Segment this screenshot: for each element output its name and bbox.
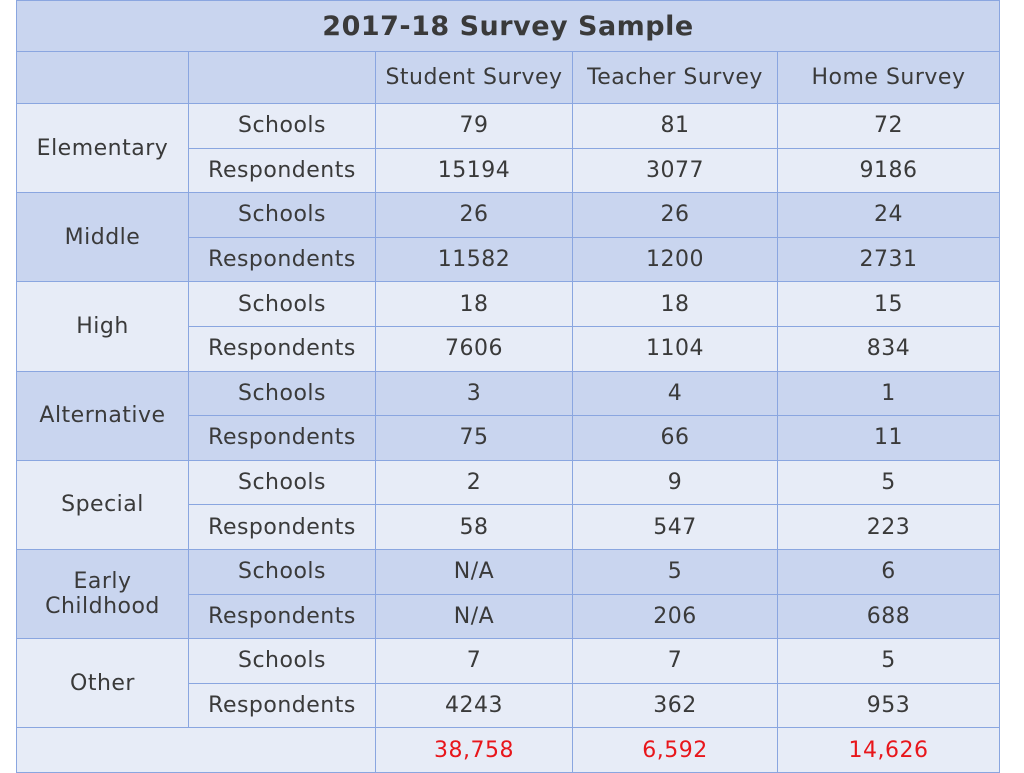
cell-respondents: 688 [778,594,1000,639]
total-cell: 38,758 [376,728,573,773]
empty-total-label-cell [17,728,376,773]
cell-schools: 4 [573,371,778,416]
group-label-elementary: Elementary [17,104,189,193]
cell-respondents: 362 [573,683,778,728]
cell-schools: 26 [376,193,573,238]
cell-schools: 5 [778,639,1000,684]
cell-schools: 1 [778,371,1000,416]
cell-respondents: 9186 [778,148,1000,193]
cell-respondents: 66 [573,416,778,461]
cell-respondents: 2731 [778,237,1000,282]
row-label-respondents: Respondents [189,148,376,193]
group-label-middle: Middle [17,193,189,282]
column-header-home-survey: Home Survey [778,52,1000,104]
table-row-alternative-schools [17,371,1000,416]
cell-respondents: 3077 [573,148,778,193]
row-label-schools: Schools [189,193,376,238]
cell-schools: 81 [573,104,778,149]
row-label-schools: Schools [189,104,376,149]
cell-schools: 7 [376,639,573,684]
row-label-respondents: Respondents [189,326,376,371]
cell-respondents: 223 [778,505,1000,550]
cell-respondents: 15194 [376,148,573,193]
table-row-middle-schools [17,193,1000,238]
cell-respondents: N/A [376,594,573,639]
group-label-special: Special [17,460,189,549]
group-label-other: Other [17,639,189,728]
cell-schools: 7 [573,639,778,684]
cell-respondents: 4243 [376,683,573,728]
column-header-teacher-survey: Teacher Survey [573,52,778,104]
cell-schools: 5 [573,549,778,594]
table-title: 2017-18 Survey Sample [17,1,1000,52]
row-label-schools: Schools [189,549,376,594]
cell-respondents: 58 [376,505,573,550]
empty-header-cell [17,52,189,104]
cell-respondents: 547 [573,505,778,550]
row-label-schools: Schools [189,639,376,684]
cell-respondents: 834 [778,326,1000,371]
cell-schools: 3 [376,371,573,416]
total-cell: 6,592 [573,728,778,773]
cell-schools: 26 [573,193,778,238]
cell-respondents: 206 [573,594,778,639]
empty-header-cell [189,52,376,104]
header-row [17,52,1000,104]
cell-respondents: 11 [778,416,1000,461]
totals-row [17,728,1000,773]
cell-schools: 79 [376,104,573,149]
cell-schools: 18 [376,282,573,327]
cell-respondents: 11582 [376,237,573,282]
cell-schools: 2 [376,460,573,505]
cell-schools: 9 [573,460,778,505]
table-row-high-schools [17,282,1000,327]
table-row-special-schools [17,460,1000,505]
cell-respondents: 7606 [376,326,573,371]
total-cell: 14,626 [778,728,1000,773]
cell-schools: 18 [573,282,778,327]
table-row-elementary-schools [17,104,1000,149]
cell-schools: 5 [778,460,1000,505]
row-label-schools: Schools [189,460,376,505]
cell-respondents: 75 [376,416,573,461]
row-label-respondents: Respondents [189,594,376,639]
row-label-respondents: Respondents [189,683,376,728]
column-header-student-survey: Student Survey [376,52,573,104]
row-label-respondents: Respondents [189,416,376,461]
group-label-early-childhood: Early Childhood [17,549,189,638]
row-label-schools: Schools [189,282,376,327]
row-label-respondents: Respondents [189,505,376,550]
cell-schools: 72 [778,104,1000,149]
table-row-other-schools [17,639,1000,684]
group-label-alternative: Alternative [17,371,189,460]
cell-schools: 15 [778,282,1000,327]
survey-sample-table [16,0,1000,773]
row-label-respondents: Respondents [189,237,376,282]
table-row-early-childhood-schools [17,549,1000,594]
title-row [17,1,1000,52]
group-label-high: High [17,282,189,371]
row-label-schools: Schools [189,371,376,416]
cell-schools: N/A [376,549,573,594]
cell-respondents: 953 [778,683,1000,728]
cell-schools: 6 [778,549,1000,594]
cell-schools: 24 [778,193,1000,238]
cell-respondents: 1200 [573,237,778,282]
cell-respondents: 1104 [573,326,778,371]
